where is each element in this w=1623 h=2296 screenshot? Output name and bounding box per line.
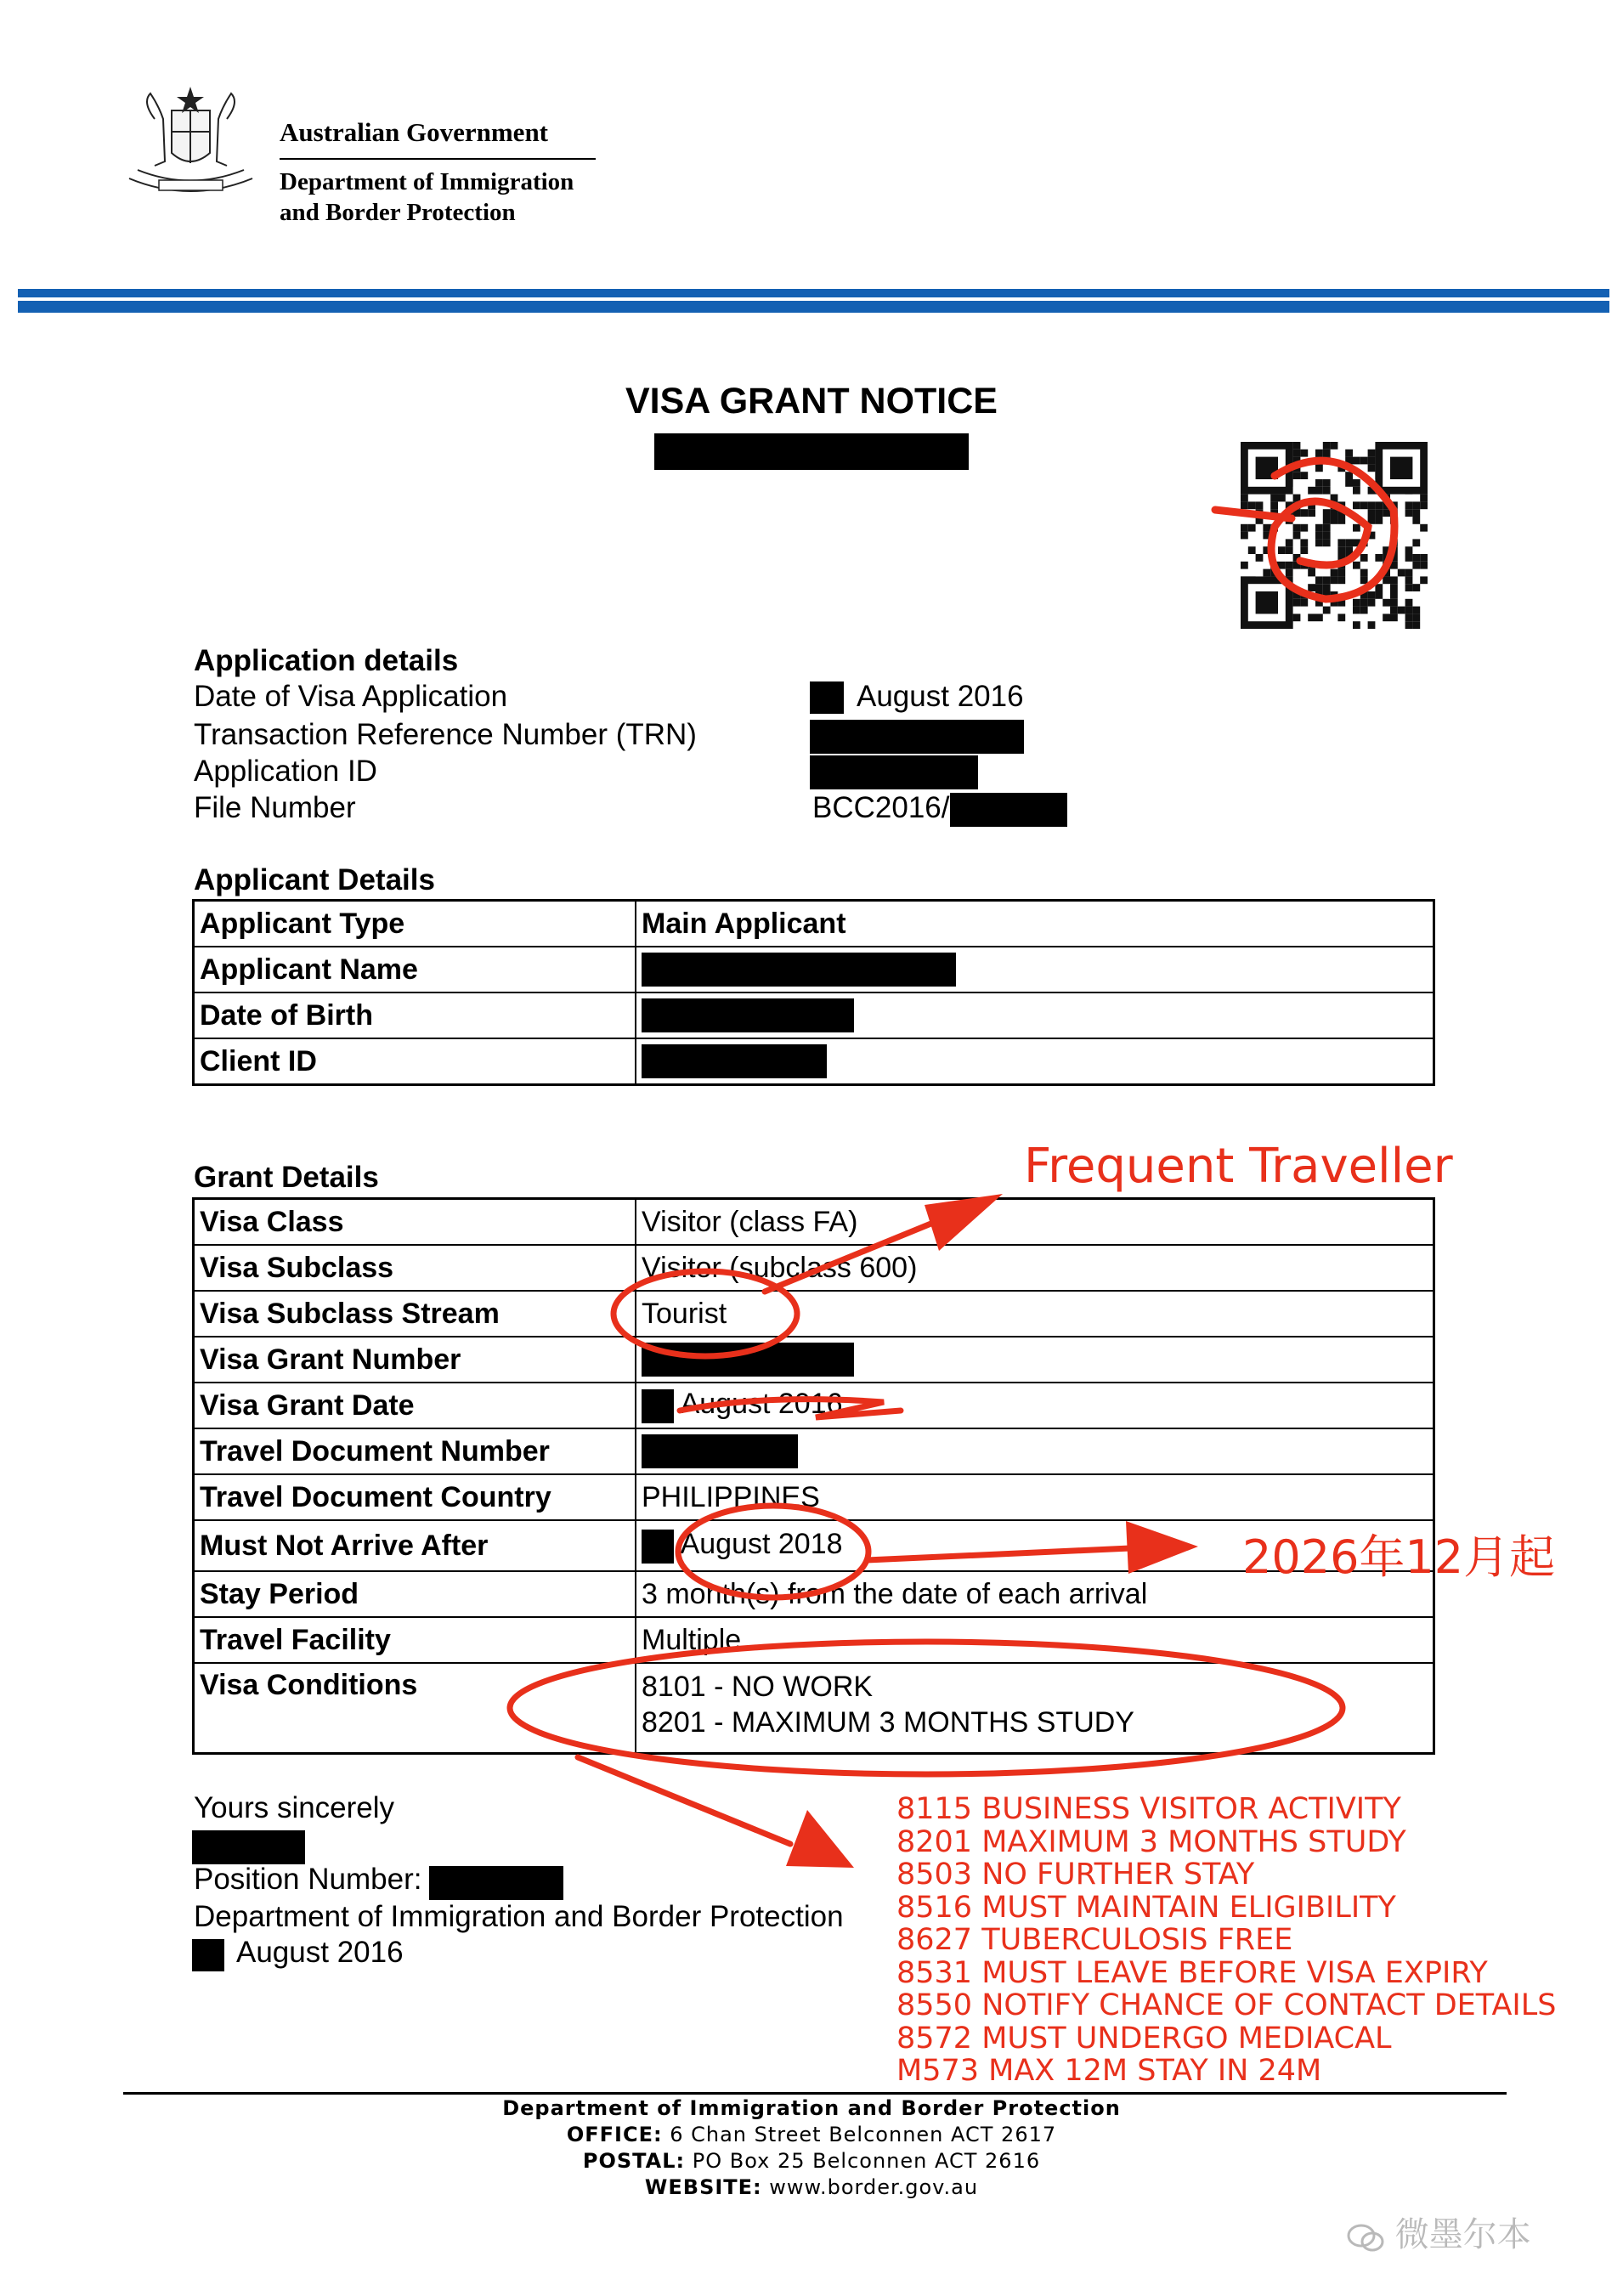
conditions-arrow-line — [578, 1757, 790, 1844]
redacted-arrive-day — [642, 1530, 674, 1564]
table-row — [194, 1383, 1434, 1428]
date-of-application-value: August 2016 — [857, 680, 1024, 713]
annotation-condition: 8503 NO FURTHER STAY — [896, 1858, 1255, 1892]
visa-class-value: Visitor (class FA) — [636, 1199, 1434, 1246]
footer-department: Department of Immigration and Border Protection — [502, 2096, 1121, 2120]
condition-8201: 8201 - MAXIMUM 3 MONTHS STUDY — [642, 1706, 1134, 1739]
applicant-details-table — [192, 899, 1435, 1086]
stay-period-value: 3 month(s) from the date of each arrival — [636, 1571, 1434, 1617]
department-line-1: Department of Immigration — [280, 168, 574, 195]
table-row — [194, 1474, 1434, 1520]
visa-grant-number-label: Visa Grant Number — [194, 1337, 636, 1383]
table-row — [194, 901, 1434, 947]
redacted-trn — [810, 720, 1024, 754]
must-not-arrive-after-value: August 2018 — [636, 1520, 1434, 1571]
header-divider — [280, 158, 596, 160]
applicant-details-heading: Applicant Details — [194, 863, 435, 896]
redacted-client-id — [642, 1044, 827, 1078]
stay-period-label: Stay Period — [194, 1571, 636, 1617]
annotation-condition: 8516 MUST MAINTAIN ELIGIBILITY — [896, 1890, 1396, 1925]
visa-grant-number-value — [636, 1337, 1434, 1383]
signoff-department: Department of Immigration and Border Protection — [194, 1900, 844, 1933]
table-row — [194, 1617, 1434, 1663]
travel-document-country-label: Travel Document Country — [194, 1474, 636, 1520]
coat-of-arms-logo — [112, 85, 269, 204]
annotation-condition: M573 MAX 12M STAY IN 24M — [896, 2054, 1322, 2088]
redacted-grant-number — [642, 1343, 854, 1377]
visa-grant-date-label: Visa Grant Date — [194, 1383, 636, 1428]
visa-conditions-label: Visa Conditions — [194, 1663, 636, 1754]
trn-label: Transaction Reference Number (TRN) — [194, 718, 697, 751]
travel-document-number-value — [636, 1428, 1434, 1474]
table-row — [194, 1245, 1434, 1291]
watermark-text: 微墨尔本 — [1394, 2215, 1531, 2254]
table-row — [194, 947, 1434, 992]
visa-stream-label: Visa Subclass Stream — [194, 1291, 636, 1337]
condition-8101: 8101 - NO WORK — [642, 1671, 874, 1703]
department-line-2: and Border Protection — [280, 199, 516, 226]
table-row — [194, 1291, 1434, 1337]
header-blue-band — [18, 289, 1609, 313]
signoff-date: August 2016 — [236, 1936, 404, 1969]
redacted-sign-day — [192, 1939, 224, 1971]
travel-document-country-value: PHILIPPINES — [636, 1474, 1434, 1520]
annotation-condition: 8115 BUSINESS VISITOR ACTIVITY — [896, 1792, 1401, 1826]
frequent-traveller-annotation: Frequent Traveller — [1024, 1139, 1453, 1194]
footer-office: OFFICE: 6 Chan Street Belconnen ACT 2617 — [566, 2123, 1057, 2146]
wechat-icon — [1347, 2222, 1384, 2251]
redacted-name — [642, 953, 956, 987]
from-date-annotation: 2026年12月起 — [1242, 1530, 1556, 1584]
client-id-value — [636, 1038, 1434, 1085]
visa-stream-value: Tourist — [636, 1291, 1434, 1337]
redacted-file-number — [950, 793, 1067, 827]
annotation-condition: 8531 MUST LEAVE BEFORE VISA EXPIRY — [896, 1955, 1488, 1990]
annotation-condition: 8572 MUST UNDERGO MEDIACAL — [896, 2021, 1392, 2056]
redacted-grant-day — [642, 1389, 674, 1423]
date-of-application-label: Date of Visa Application — [194, 680, 508, 713]
extra-conditions-annotation — [896, 1793, 1556, 2088]
table-row — [194, 1038, 1434, 1085]
travel-facility-label: Travel Facility — [194, 1617, 636, 1663]
redacted-application-id — [810, 755, 978, 789]
redacted-position-number — [429, 1866, 563, 1900]
department-name — [280, 167, 574, 228]
applicant-type-value: Main Applicant — [636, 901, 1434, 947]
government-name: Australian Government — [280, 117, 549, 147]
redacted-reference — [654, 433, 969, 470]
qr-code — [1241, 442, 1429, 629]
grant-details-heading: Grant Details — [194, 1161, 379, 1194]
closing: Yours sincerely — [194, 1791, 395, 1824]
footer-divider — [123, 2092, 1507, 2095]
file-number-label: File Number — [194, 791, 356, 824]
date-of-birth-label: Date of Birth — [194, 992, 636, 1038]
watermark — [1347, 2208, 1531, 2256]
annotation-condition: 8201 MAXIMUM 3 MONTHS STUDY — [896, 1824, 1406, 1859]
visa-class-label: Visa Class — [194, 1199, 636, 1246]
grant-details-table — [192, 1197, 1435, 1755]
applicant-name-label: Applicant Name — [194, 947, 636, 992]
conditions-arrowhead — [786, 1810, 854, 1868]
page-title: VISA GRANT NOTICE — [625, 381, 998, 421]
table-row — [194, 1428, 1434, 1474]
footer-website: WEBSITE: www.border.gov.au — [644, 2175, 979, 2199]
applicant-name-value — [636, 947, 1434, 992]
applicant-type-label: Applicant Type — [194, 901, 636, 947]
application-id-label: Application ID — [194, 755, 377, 788]
position-number-label: Position Number: — [194, 1863, 422, 1896]
must-not-arrive-after-label: Must Not Arrive After — [194, 1520, 636, 1571]
redacted-day — [810, 681, 844, 714]
application-details-heading: Application details — [194, 644, 459, 677]
visa-grant-date-value: August 2016 — [636, 1383, 1434, 1428]
footer-postal: POSTAL: PO Box 25 Belconnen ACT 2616 — [582, 2149, 1041, 2173]
table-row — [194, 1663, 1434, 1754]
visa-subclass-value: Visitor (subclass 600) — [636, 1245, 1434, 1291]
date-of-birth-value — [636, 992, 1434, 1038]
redacted-dob — [642, 998, 854, 1032]
annotation-condition: 8550 NOTIFY CHANCE OF CONTACT DETAILS — [896, 1988, 1557, 2022]
visa-subclass-label: Visa Subclass — [194, 1245, 636, 1291]
redacted-signature — [192, 1830, 305, 1864]
travel-document-number-label: Travel Document Number — [194, 1428, 636, 1474]
file-number-value: BCC2016/ — [812, 791, 950, 824]
footer — [0, 2095, 1623, 2201]
visa-conditions-value — [636, 1663, 1434, 1754]
redacted-document-number — [642, 1434, 798, 1468]
annotation-condition: 8627 TUBERCULOSIS FREE — [896, 1923, 1293, 1957]
table-row — [194, 1337, 1434, 1383]
table-row — [194, 1199, 1434, 1246]
client-id-label: Client ID — [194, 1038, 636, 1085]
table-row — [194, 992, 1434, 1038]
travel-facility-value: Multiple — [636, 1617, 1434, 1663]
